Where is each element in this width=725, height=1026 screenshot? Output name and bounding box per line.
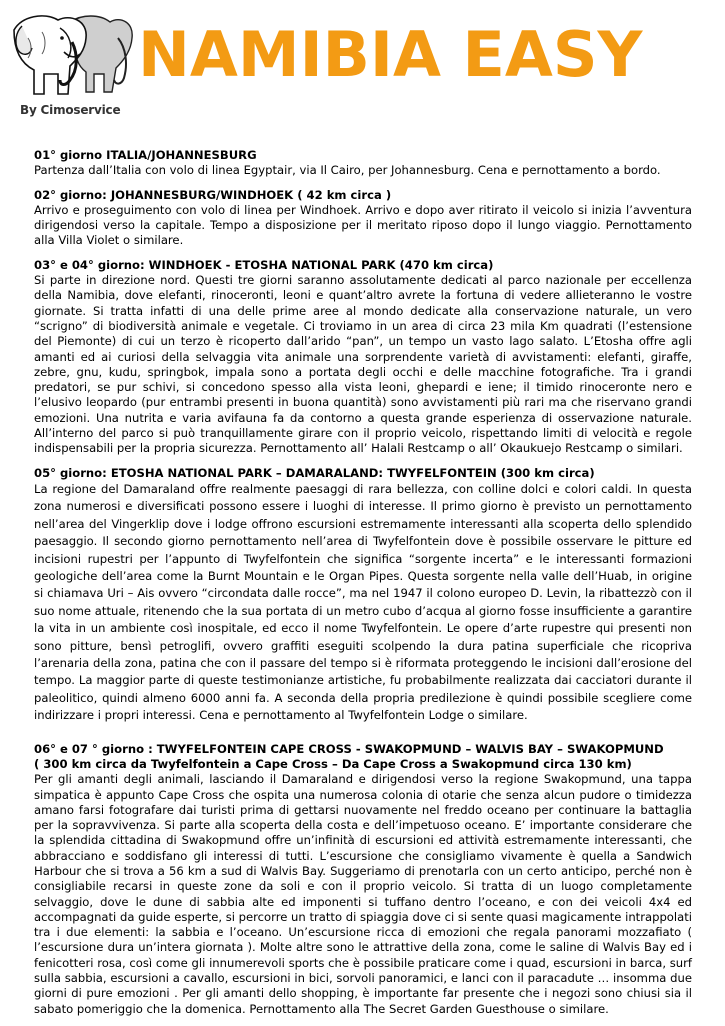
section-spacer: [34, 734, 692, 742]
day-06-07: [34, 742, 692, 1017]
day-heading: 02° giorno: JOHANNESBURG/WINDHOEK ( 42 km circa ): [34, 187, 392, 202]
day-heading: 01° giorno ITALIA/JOHANNESBURG: [34, 148, 257, 162]
day-description: La regione del Damaraland offre realmente paesaggi di rara bellezza, con colline dolci e colori caldi. In questa zona numerosi e diversificati possono essere i luoghi di interesse. Il primo giorno è previsto un pernottamento nell’area del Vingerklip dove i lodge offrono escursioni estremamente interessanti alla scoperta dello splendido paesaggio. Il secondo giorno pernottamento nell’area di Twyfelfontein dove è possibile osservare le pitture ed incisioni rupestri per l’appunto di Twyfelfontein che significa “sorgente incerta” e le interessanti formazioni geologiche dell’area come la Burnt Mountain e le Organ Pipes. Questa sorgente nella valle dell’Huab, in origine si chiamava Uri – Ais ovvero “circondata dalle rocce”, ma nel 1947 il colono europeo D. Levin, la ribattezzò con il suo nome attuale, ritenendo che la sua portata di un metro cubo d’acqua al giorno fosse insufficiente a garantire la vita in un ambiente così inospitale, ed ecco il nome Twyfelfontein. Le opere d’arte rupestre qui presenti non sono pitture, bensì petroglifi, ovvero graffiti eseguiti scolpendo la dura patina superficiale che ricopriva l’arenaria della zona, patina che con il passare del tempo si è riformata proteggendo le incisioni dall’erosione del tempo. La maggior parte di queste testimonianze artistiche, fu probabilmente realizzata dai cacciatori durante il paleolitico, quindi almeno 6000 anni fa. A seconda della propria predilezione è quindi possibile scegliere come indirizzare i propri interessi. Cena e pernottamento al Twyfelfontein Lodge o similare.: [34, 481, 692, 723]
day-01: [34, 148, 692, 179]
day-description: Partenza dall’Italia con volo di linea Egyptair, via Il Cairo, per Johannesburg. Cena e pernottamento a bordo.: [34, 163, 661, 178]
day-heading: 03° e 04° giorno: WINDHOEK - ETOSHA NATIONAL PARK (470 km circa): [34, 257, 494, 272]
elephant-logo-icon: [8, 8, 144, 104]
day-subheading: ( 300 km circa da Twyfelfontein a Cape Cross – Da Cape Cross a Swakopmund circa 130 km): [34, 756, 632, 771]
logo-caption: By Cimoservice: [20, 103, 121, 117]
day-description: Arrivo e proseguimento con volo di linea per Windhoek. Arrivo e dopo aver ritirato il veicolo si inizia l’avventura dirigendosi verso la capitale. Tempo a disposizione per il meritato riposo dopo il lungo viaggio. Pernottamento alla Villa Violet o similare.: [34, 202, 692, 248]
itinerary: [34, 148, 692, 1026]
day-05: [34, 466, 692, 725]
day-heading: 05° giorno: ETOSHA NATIONAL PARK – DAMARALAND: TWYFELFONTEIN (300 km circa): [34, 465, 595, 480]
day-02: [34, 188, 692, 249]
day-description: Per gli amanti degli animali, lasciando il Damaraland e dirigendosi verso la regione Swakopmund, una tappa simpatica è appunto Cape Cross che ospita una numerosa colonia di otarie che senza alcun pudore o timidezza amano farsi fotografare dai turisti prima di gettarsi nuovamente nel freddo oceano per continuare la battaglia per la sopravvivenza. Si parte alla scoperta della costa e dell’impetuoso oceano. E’ importante considerare che la splendida cittadina di Swakopmund offre un’infinità di escursioni ed attività estremamente interessanti, che abbracciano e soddisfano gli interessi di tutti. L’escursione che consigliamo vivamente è quella a Sandwich Harbour che si trova a 56 km a sud di Walvis Bay. Suggeriamo di prenotarla con un certo anticipo, perché non è consigliabile recarsi in queste zone da soli e con il proprio veicolo. Si tratta di un luogo completamente selvaggio, dove le dune di sabbia alte ed imponenti si tuffano dentro l’oceano, e con dei veicoli 4x4 ed accompagnati da guide esperte, si percorre un tratto di spiaggia dove ci si sente quasi magicamente intrappolati tra i due elementi: la sabbia e l’oceano. Un’escursione ricca di emozioni che regala panorami mozzafiato ( l’escursione dura un’intera giornata ). Molte altre sono le attrattive della zona, come le saline di Walvis Bay ed i fenicotteri rosa, così come gli innumerevoli sports che è possibile praticare come i quad, escursioni in barca, surf sulla sabbia, escursioni a cavallo, escursioni in bici, sorvoli panoramici, e lanci con il paracadute … insomma due giorni di pure emozioni . Per gli amanti dello shopping, è importante far presente che i negozi sono chiusi sia il sabato pomeriggio che la domenica. Pernottamento alla The Secret Garden Guesthouse o similare.: [34, 772, 692, 1016]
cimoservice-logo: [8, 8, 144, 120]
page-title: NAMIBIA EASY: [138, 18, 643, 91]
day-heading: 06° e 07 ° giorno : TWYFELFONTEIN CAPE CROSS - SWAKOPMUND – WALVIS BAY – SWAKOPMUND: [34, 741, 664, 756]
day-03-04: [34, 258, 692, 457]
day-description: Si parte in direzione nord. Questi tre giorni saranno assolutamente dedicati al parco nazionale per eccellenza della Namibia, dove elefanti, rinoceronti, leoni e quant’altro avrete la fortuna di vedere allieteranno le vostre giornate. Si tratta infatti di una delle prime aree al mondo dedicate alla conservazione naturale, un vero “scrigno” di biodiversità animale e vegetale. Ci troviamo in un area di circa 23 mila Km quadrati (l’estensione del Piemonte) di cui un terzo è ricoperto dall’arido “pan”, un tempo un vasto lago salato. L’Etosha offre agli amanti ed ai curiosi della selvaggia vita animale una sorprendente varietà di avvistamenti: elefanti, giraffe, zebre, gnu, kudu, springbok, impala sono a portata degli occhi e delle macchine fotografiche. Tra i grandi predatori, se pur schivi, si concedono spesso alla vista leoni, ghepardi e iene; il timido rinoceronte nero e l’elusivo leopardo (pur entrambi presenti in buona quantità) sono avvistamenti più rari ma che riservano grandi emozioni. Una nutrita e varia avifauna fa da contorno a questa grande esperienza di osservazione naturale. All’interno del parco si può tranquillamente girare con il proprio veicolo, rispettando limiti di velocità e regole indispensabili per la propria sicurezza. Pernottamento all’ Halali Restcamp o all’ Okaukuejo Restcamp o similari.: [34, 273, 692, 456]
